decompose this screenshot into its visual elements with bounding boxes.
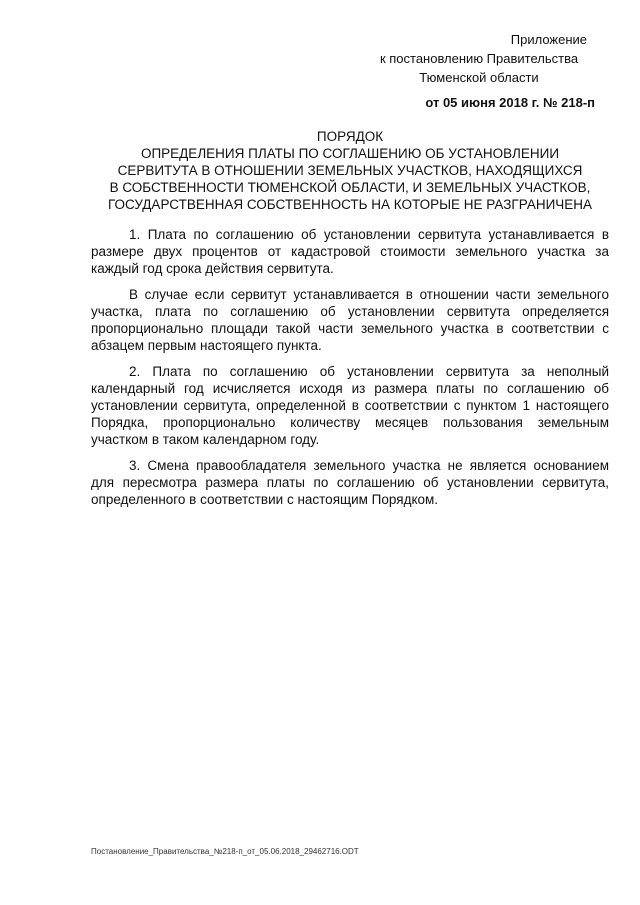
paragraph-2: В случае если сервитут устанавливается в отношении части земельного участка, плата по соглашению об установлении сервитута определяется пропорционально площади такой части земельного участка в соответствии с абзацем первым настоящего пункта. [91,287,609,353]
appendix-label: Приложение [510,32,587,47]
title-heading: ПОРЯДОК [316,129,384,144]
footer-filename: Постановление_Правительства_№218-п_от_05.06.2018_29462716.ODT [91,847,359,856]
appendix-region: Тюменской области [419,70,539,85]
appendix-reference: к постановлению Правительства [379,51,579,66]
document-title [60,128,640,213]
appendix-date: от 05 июня 2018 г. № 218-п [425,95,595,110]
paragraph-4: 3. Смена правообладателя земельного участка не является основанием для пересмотра размера платы по соглашению об установлении сервитута, определенного в соответствии с настоящим Порядком. [91,458,609,507]
title-line-1: ОПРЕДЕЛЕНИЯ ПЛАТЫ ПО СОГЛАШЕНИЮ ОБ УСТАНОВЛЕНИИ [140,146,560,161]
title-line-4: ГОСУДАРСТВЕННАЯ СОБСТВЕННОСТЬ НА КОТОРЫЕ НЕ РАЗГРАНИЧЕНА [107,197,593,212]
paragraph-3: 2. Плата по соглашению об установлении сервитута за неполный календарный год исчисляется исходя из размера платы по соглашению об установлении сервитута, определенной в соответствии с пунктом 1 настоящего Порядка, пропорционально количеству месяцев пользования земельным участком в таком календарном году. [91,364,609,447]
title-line-3: В СОБСТВЕННОСТИ ТЮМЕНСКОЙ ОБЛАСТИ, И ЗЕМЕЛЬНЫХ УЧАСТКОВ, [109,180,591,195]
document-body [91,226,609,517]
paragraph-1: 1. Плата по соглашению об установлении сервитута устанавливается в размере двух процентов от кадастровой стоимости земельного участка за каждый год срока действия сервитута. [91,227,609,276]
title-line-2: СЕРВИТУТА В ОТНОШЕНИИ ЗЕМЕЛЬНЫХ УЧАСТКОВ, НАХОДЯЩИХСЯ [117,163,583,178]
appendix-block [359,30,599,112]
